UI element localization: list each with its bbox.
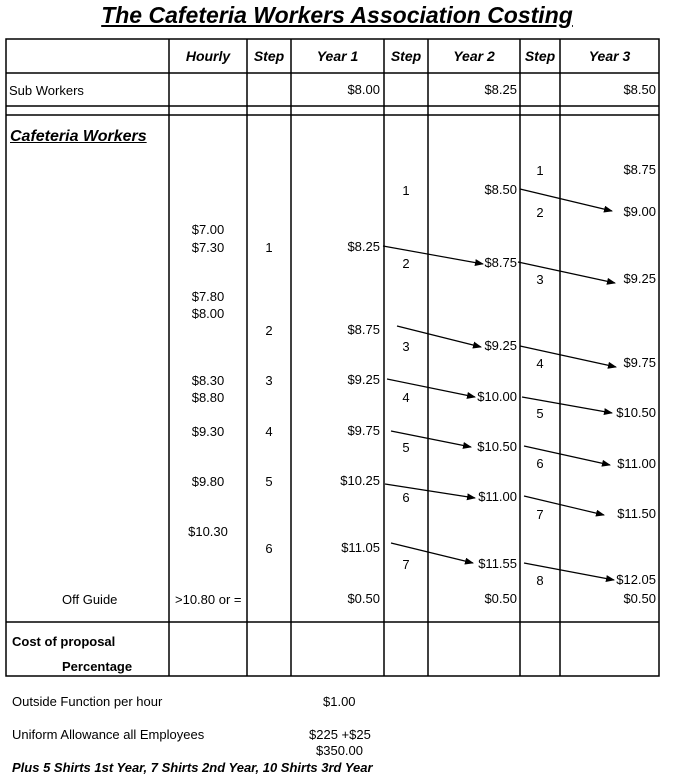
percentage-label: Percentage [62, 659, 133, 674]
year-3-value: $8.75 [623, 162, 656, 177]
year-1-step: 5 [265, 474, 273, 489]
year-2-value: $10.00 [477, 389, 517, 404]
year-1-value: $9.25 [347, 372, 380, 387]
year-3-value: $9.75 [623, 355, 656, 370]
off-guide-label: Off Guide [62, 592, 118, 607]
hourly-rate: $9.30 [191, 424, 225, 439]
year-3-step: 1 [536, 163, 544, 178]
year-1-step: 2 [265, 323, 273, 338]
hourly-rate: $7.30 [191, 240, 225, 255]
year-2-value: $9.25 [484, 338, 517, 353]
sub-workers-year-1: $8.00 [347, 82, 380, 97]
year-1-value: $8.25 [347, 239, 380, 254]
year-2-value: $8.50 [484, 182, 517, 197]
header-step-2: Step [390, 48, 422, 64]
cost-of-proposal-label: Cost of proposal [12, 634, 116, 649]
off-guide-hourly: >10.80 or = [175, 592, 242, 607]
year-2-step: 7 [402, 557, 410, 572]
year-1-step: 4 [265, 424, 273, 439]
page-title: The Cafeteria Workers Association Costing [101, 2, 573, 28]
header-year-1: Year 1 [316, 48, 359, 64]
hourly-rate: $8.30 [191, 373, 225, 388]
hourly-rate: $10.30 [188, 524, 228, 539]
year-3-step: 5 [536, 406, 544, 421]
year-1-step: 1 [265, 240, 273, 255]
outside-function-value: $1.00 [323, 694, 356, 709]
year-1-value: $9.75 [347, 423, 380, 438]
year-3-step: 7 [536, 507, 544, 522]
outside-function-label: Outside Function per hour [12, 694, 163, 709]
hourly-rate: $8.80 [191, 390, 225, 405]
year-3-value: $12.05 [616, 572, 656, 587]
year-2-step: 1 [402, 183, 410, 198]
uniform-allowance-value: $225 +$25 [309, 727, 371, 742]
sub-workers-label: Sub Workers [9, 83, 84, 98]
hourly-rate: $7.80 [191, 289, 225, 304]
shirts-note: Plus 5 Shirts 1st Year, 7 Shirts 2nd Year, 10 Shirts 3rd Year [12, 760, 373, 775]
sub-workers-year-2: $8.25 [484, 82, 517, 97]
year-3-value: $11.50 [617, 506, 656, 521]
sub-workers-year-3: $8.50 [623, 82, 656, 97]
year-3-step: 3 [536, 272, 544, 287]
year-2-step: 2 [402, 256, 410, 271]
off-guide-year-2: $0.50 [484, 591, 517, 606]
header-year-2: Year 2 [453, 48, 495, 64]
year-3-value: $9.00 [623, 204, 656, 219]
uniform-allowance-label: Uniform Allowance all Employees [12, 727, 205, 742]
off-guide-year-3: $0.50 [623, 591, 656, 606]
year-2-step: 6 [402, 490, 410, 505]
hourly-rate: $7.00 [191, 222, 225, 237]
year-2-value: $10.50 [477, 439, 517, 454]
year-3-step: 4 [536, 356, 544, 371]
header-hourly: Hourly [185, 48, 231, 64]
hourly-rate: $8.00 [191, 306, 225, 321]
year-2-value: $11.00 [478, 489, 517, 504]
year-3-step: 2 [536, 205, 544, 220]
year-1-value: $8.75 [347, 322, 380, 337]
year-3-value: $10.50 [616, 405, 656, 420]
year-2-step: 5 [402, 440, 410, 455]
year-3-value: $11.00 [617, 456, 656, 471]
year-2-value: $8.75 [484, 255, 517, 270]
off-guide-year-1: $0.50 [347, 591, 380, 606]
section-title: Cafeteria Workers [10, 128, 147, 145]
year-2-value: $11.55 [478, 556, 517, 571]
year-1-value: $11.05 [341, 540, 380, 555]
year-2-step: 4 [402, 390, 410, 405]
hourly-rate: $9.80 [191, 474, 225, 489]
year-3-value: $9.25 [623, 271, 656, 286]
year-1-step: 3 [265, 373, 273, 388]
header-step-1: Step [253, 48, 285, 64]
year-3-step: 8 [536, 573, 544, 588]
header-step-3: Step [524, 48, 556, 64]
year-2-step: 3 [402, 339, 410, 354]
year-1-step: 6 [265, 541, 273, 556]
year-1-value: $10.25 [340, 473, 380, 488]
year-3-step: 6 [536, 456, 544, 471]
header-year-3: Year 3 [588, 48, 631, 64]
uniform-allowance-total: $350.00 [316, 743, 363, 758]
